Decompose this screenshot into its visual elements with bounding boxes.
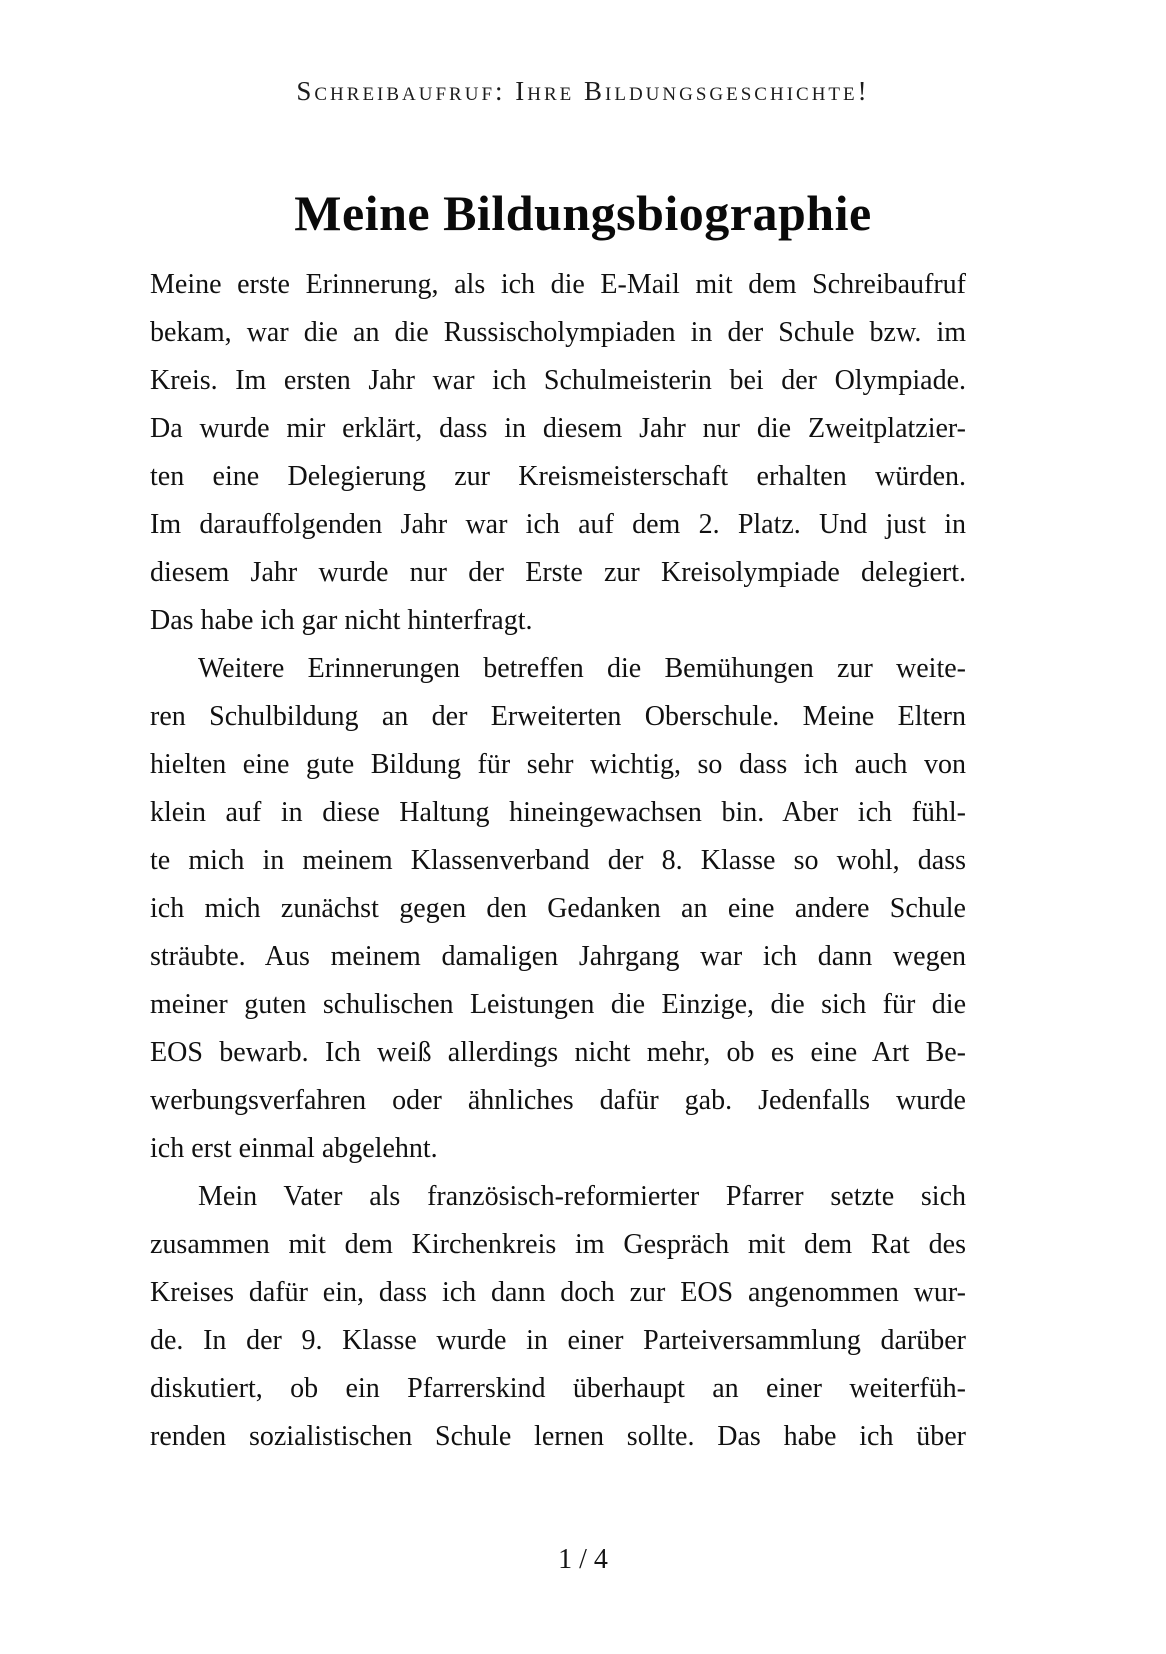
text-line: diskutiert, ob ein Pfarrerskind überhaupt an einer weiterfüh- xyxy=(150,1373,966,1404)
text-line: Da wurde mir erklärt, dass in diesem Jahr nur die Zweitplatzier- xyxy=(150,413,966,444)
paragraph xyxy=(150,1173,966,1461)
text-line: de. In der 9. Klasse wurde in einer Parteiversammlung darüber xyxy=(150,1325,966,1356)
text-line: bekam, war die an die Russischolympiaden in der Schule bzw. im xyxy=(150,317,966,348)
text-line: meiner guten schulischen Leistungen die Einzige, die sich für die xyxy=(150,989,966,1020)
text-line: Das habe ich gar nicht hinterfragt. xyxy=(150,605,533,636)
text-line: zusammen mit dem Kirchenkreis im Gespräch mit dem Rat des xyxy=(150,1229,966,1260)
text-line: ren Schulbildung an der Erweiterten Oberschule. Meine Eltern xyxy=(150,701,966,732)
text-line: klein auf in diese Haltung hineingewachsen bin. Aber ich fühl- xyxy=(150,797,966,828)
text-line: Weitere Erinnerungen betreffen die Bemühungen zur weite- xyxy=(198,653,966,684)
page-title: Meine Bildungsbiographie xyxy=(294,184,872,241)
running-header: Schreibaufruf: Ihre Bildungsgeschichte! xyxy=(296,76,870,106)
text-line: Kreises dafür ein, dass ich dann doch zur EOS angenommen wur- xyxy=(150,1277,966,1308)
text-line: ich erst einmal abgelehnt. xyxy=(150,1133,438,1164)
text-line: ten eine Delegierung zur Kreismeisterschaft erhalten würden. xyxy=(150,461,966,492)
text-line: te mich in meinem Klassenverband der 8. Klasse so wohl, dass xyxy=(150,845,966,876)
text-line: EOS bewarb. Ich weiß allerdings nicht mehr, ob es eine Art Be- xyxy=(150,1037,966,1068)
text-line: ich mich zunächst gegen den Gedanken an eine andere Schule xyxy=(150,893,966,924)
text-line: sträubte. Aus meinem damaligen Jahrgang war ich dann wegen xyxy=(150,941,966,972)
text-line: Mein Vater als französisch-reformierter Pfarrer setzte sich xyxy=(198,1181,966,1212)
text-line: werbungsverfahren oder ähnliches dafür gab. Jedenfalls wurde xyxy=(150,1085,966,1116)
body-text xyxy=(150,261,966,1461)
paragraph xyxy=(150,645,966,1173)
text-line: Kreis. Im ersten Jahr war ich Schulmeisterin bei der Olympiade. xyxy=(150,365,966,396)
text-line: hielten eine gute Bildung für sehr wichtig, so dass ich auch von xyxy=(150,749,966,780)
paragraph xyxy=(150,261,966,645)
text-line: Im darauffolgenden Jahr war ich auf dem 2. Platz. Und just in xyxy=(150,509,966,540)
text-line: Meine erste Erinnerung, als ich die E-Mail mit dem Schreibaufruf xyxy=(150,269,966,300)
text-line: renden sozialistischen Schule lernen sollte. Das habe ich über xyxy=(150,1421,966,1452)
page-number: 1 / 4 xyxy=(558,1544,608,1575)
text-line: diesem Jahr wurde nur der Erste zur Kreisolympiade delegiert. xyxy=(150,557,966,588)
